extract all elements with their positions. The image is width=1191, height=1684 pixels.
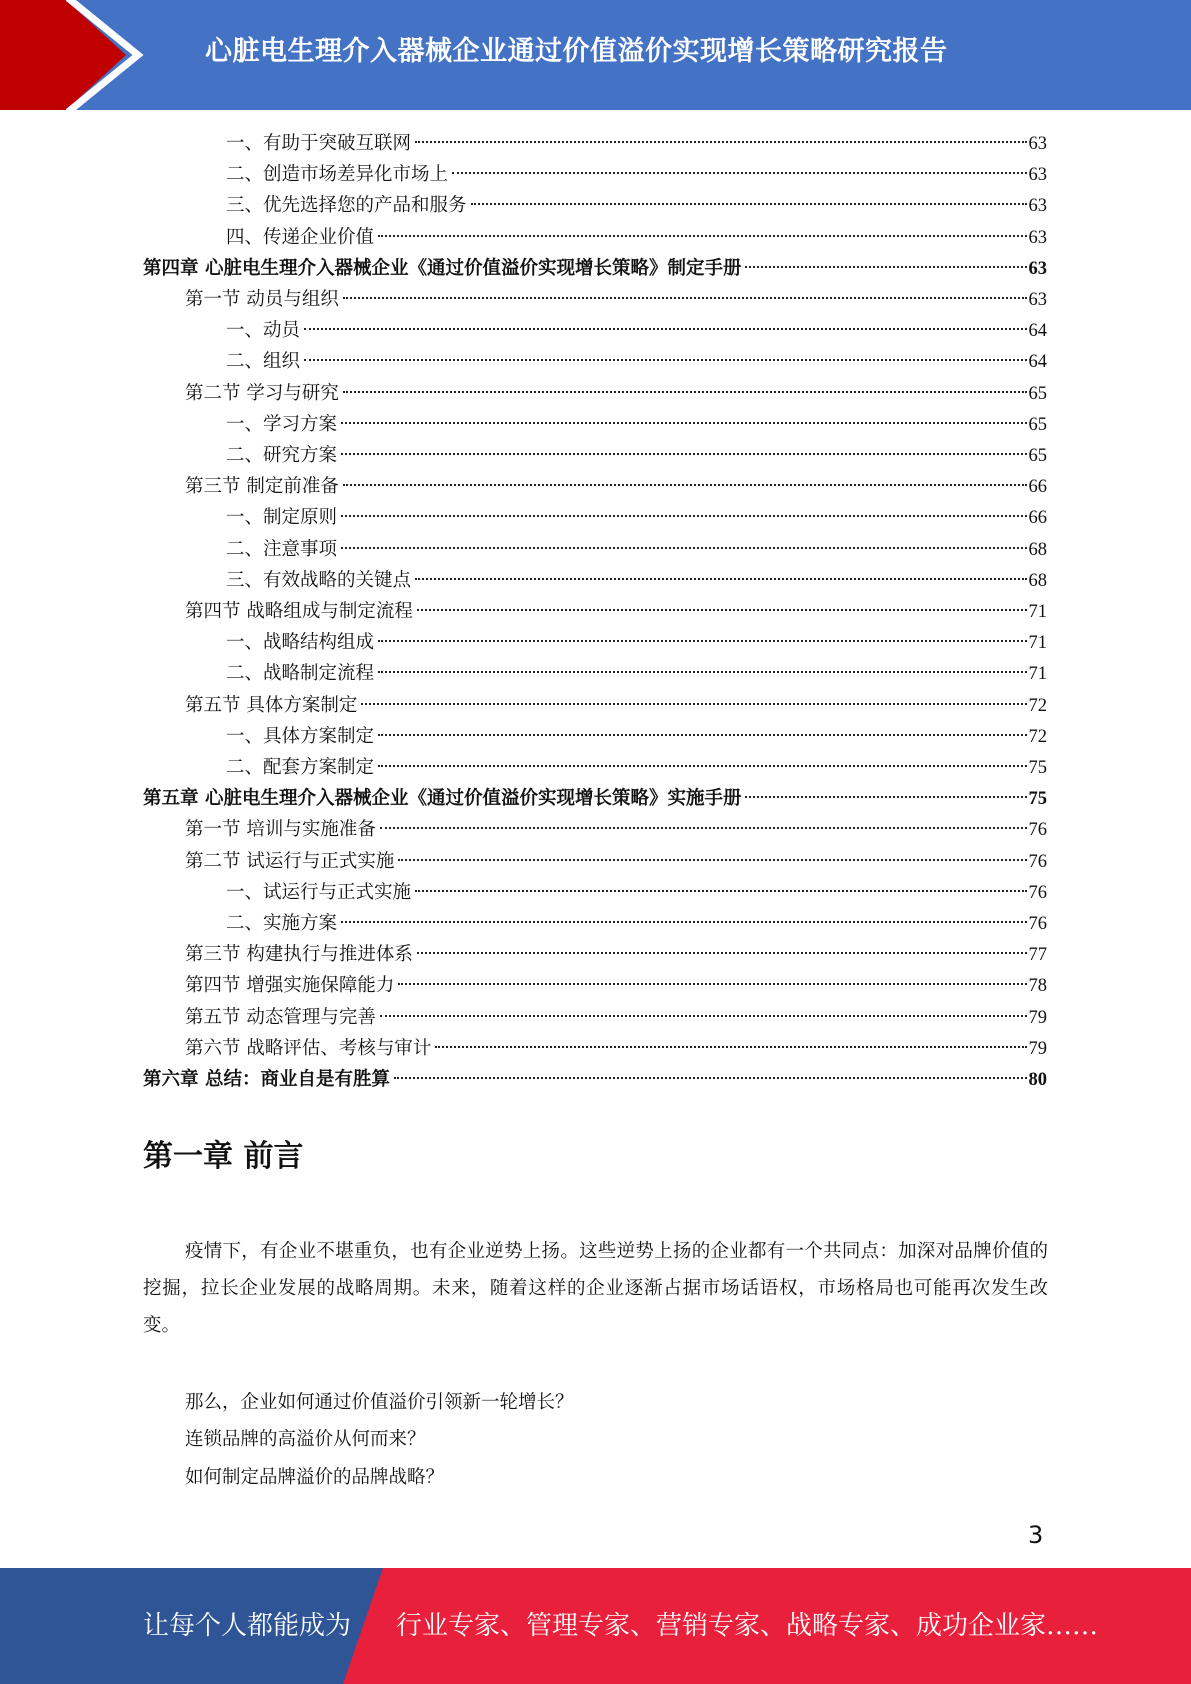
page-footer <box>0 1568 1191 1684</box>
toc-section-entry[interactable] <box>185 814 1047 845</box>
toc-section-entry[interactable] <box>185 970 1047 1001</box>
toc-page-number: 65 <box>1028 446 1047 466</box>
toc-page-number: 68 <box>1028 539 1047 560</box>
toc-dot-leader <box>304 328 1026 330</box>
toc-entry-title: 第六节 战略评估、考核与审计 <box>185 1037 432 1059</box>
toc-subsection-entry[interactable] <box>226 877 1047 908</box>
toc-section-entry[interactable] <box>185 284 1047 315</box>
toc-dot-leader <box>341 515 1026 517</box>
toc-dot-leader <box>304 359 1026 361</box>
toc-entry-title: 一、有助于突破互联网 <box>226 133 412 154</box>
toc-section-entry[interactable] <box>185 596 1047 627</box>
toc-page-number: 63 <box>1028 134 1047 154</box>
toc-chapter-entry[interactable] <box>143 253 1047 284</box>
toc-section-entry[interactable] <box>185 1033 1047 1064</box>
toc-entry-title: 二、注意事项 <box>226 538 338 560</box>
toc-dot-leader <box>435 1046 1026 1048</box>
toc-page-number: 78 <box>1028 976 1047 997</box>
toc-entry-title: 二、战略制定流程 <box>226 663 375 685</box>
toc-dot-leader <box>415 890 1026 892</box>
toc-dot-leader <box>341 547 1026 549</box>
toc-page-number: 80 <box>1028 1070 1047 1090</box>
toc-dot-leader <box>378 235 1026 237</box>
toc-dot-leader <box>380 827 1027 829</box>
toc-chapter-entry[interactable] <box>143 783 1047 814</box>
toc-page-number: 76 <box>1028 914 1047 934</box>
toc-subsection-entry[interactable] <box>226 565 1047 596</box>
toc-entry-title: 第一节 培训与实施准备 <box>185 819 376 841</box>
toc-subsection-entry[interactable] <box>226 159 1047 190</box>
toc-dot-leader <box>378 734 1026 736</box>
toc-page-number: 63 <box>1028 227 1047 248</box>
toc-page-number: 63 <box>1028 165 1047 186</box>
toc-page-number: 71 <box>1028 664 1047 685</box>
toc-subsection-entry[interactable] <box>226 128 1047 159</box>
toc-subsection-entry[interactable] <box>226 502 1047 533</box>
toc-page-number: 76 <box>1028 851 1047 872</box>
toc-subsection-entry[interactable] <box>226 908 1047 939</box>
toc-page-number: 63 <box>1028 290 1047 310</box>
toc-dot-leader <box>378 765 1026 767</box>
toc-dot-leader <box>398 859 1026 861</box>
toc-dot-leader <box>341 422 1026 424</box>
toc-entry-title: 第五节 具体方案制定 <box>185 694 358 716</box>
toc-page-number: 79 <box>1028 1007 1047 1028</box>
toc-entry-title: 一、具体方案制定 <box>226 725 375 747</box>
toc-section-entry[interactable] <box>185 846 1047 877</box>
toc-subsection-entry[interactable] <box>226 346 1047 377</box>
toc-page-number: 65 <box>1028 414 1047 435</box>
toc-entry-title: 第三节 制定前准备 <box>185 476 339 498</box>
toc-page-number: 76 <box>1028 820 1047 841</box>
toc-entry-title: 第三节 构建执行与推进体系 <box>185 944 413 966</box>
toc-dot-leader <box>343 391 1027 393</box>
page-header <box>0 0 1191 110</box>
toc-entry-title: 一、学习方案 <box>226 413 338 435</box>
toc-entry-title: 第六章 总结：商业自是有胜算 <box>143 1069 390 1090</box>
toc-dot-leader <box>341 453 1026 455</box>
toc-entry-title: 第一节 动员与组织 <box>185 289 339 310</box>
toc-entry-title: 一、战略结构组成 <box>226 632 375 654</box>
toc-entry-title: 第四章 心脏电生理介入器械企业《通过价值溢价实现增长策略》制定手册 <box>143 257 742 279</box>
toc-section-entry[interactable] <box>185 378 1047 409</box>
toc-dot-leader <box>378 671 1026 673</box>
toc-section-entry[interactable] <box>185 939 1047 970</box>
toc-subsection-entry[interactable] <box>226 440 1047 471</box>
toc-dot-leader <box>343 297 1027 299</box>
toc-page-number: 63 <box>1028 196 1047 217</box>
toc-page-number: 79 <box>1028 1038 1047 1059</box>
toc-subsection-entry[interactable] <box>226 190 1047 221</box>
page-number: 3 <box>1028 1521 1044 1549</box>
question-line: 那么，企业如何通过价值溢价引领新一轮增长？ <box>185 1392 574 1413</box>
intro-paragraph: 疫情下，有企业不堪重负，也有企业逆势上扬。这些逆势上扬的企业都有一个共同点：加深对品牌价值的挖掘，拉长企业发展的战略周期。未来，随着这样的企业逐渐占据市场话语权，市场格局也可能再次发生改变。 <box>143 1241 1048 1336</box>
toc-entry-title: 第四节 增强实施保障能力 <box>185 975 395 997</box>
toc-subsection-entry[interactable] <box>226 315 1047 346</box>
toc-dot-leader <box>361 703 1026 705</box>
toc-page-number: 66 <box>1028 508 1047 529</box>
toc-dot-leader <box>394 1077 1027 1079</box>
toc-entry-title: 二、实施方案 <box>226 913 338 934</box>
toc-chapter-entry[interactable] <box>143 1064 1047 1095</box>
toc-entry-title: 一、制定原则 <box>226 507 338 529</box>
toc-dot-leader <box>341 921 1026 923</box>
toc-entry-title: 第五节 动态管理与完善 <box>185 1006 376 1028</box>
toc-dot-leader <box>415 141 1026 143</box>
toc-page-number: 71 <box>1028 633 1047 654</box>
toc-page-number: 66 <box>1028 477 1047 498</box>
toc-entry-title: 第二节 学习与研究 <box>185 382 339 404</box>
toc-entry-title: 二、组织 <box>226 351 301 373</box>
toc-dot-leader <box>415 578 1026 580</box>
toc-page-number: 64 <box>1028 321 1047 342</box>
toc-entry-title: 第四节 战略组成与制定流程 <box>185 601 413 622</box>
footer-slogan-right: 行业专家、管理专家、营销专家、战略专家、成功企业家…… <box>396 1611 1099 1641</box>
toc-page-number: 72 <box>1028 695 1047 716</box>
toc-entry-title: 三、有效战略的关键点 <box>226 569 412 591</box>
toc-subsection-entry[interactable] <box>226 752 1047 783</box>
toc-entry-title: 二、创造市场差异化市场上 <box>226 164 449 186</box>
toc-entry-title: 三、优先选择您的产品和服务 <box>226 195 467 217</box>
toc-page-number: 77 <box>1028 945 1047 966</box>
question-line: 连锁品牌的高溢价从何而来？ <box>185 1429 426 1450</box>
toc-page-number: 75 <box>1028 758 1047 778</box>
footer-slogan-left: 让每个人都能成为 <box>143 1611 352 1641</box>
toc-section-entry[interactable] <box>185 690 1047 721</box>
toc-subsection-entry[interactable] <box>226 658 1047 689</box>
toc-entry-title: 二、配套方案制定 <box>226 757 375 778</box>
toc-subsection-entry[interactable] <box>226 409 1047 440</box>
toc-entry-title: 一、动员 <box>226 320 301 342</box>
toc-dot-leader <box>745 796 1026 798</box>
toc-subsection-entry[interactable] <box>226 627 1047 658</box>
toc-dot-leader <box>343 484 1027 486</box>
toc-page-number: 68 <box>1028 570 1047 591</box>
toc-dot-leader <box>417 952 1027 954</box>
toc-dot-leader <box>398 983 1026 985</box>
toc-page-number: 76 <box>1028 882 1047 903</box>
toc-page-number: 64 <box>1028 352 1047 373</box>
toc-subsection-entry[interactable] <box>226 721 1047 752</box>
toc-entry-title: 四、传递企业价值 <box>226 226 375 248</box>
toc-section-entry[interactable] <box>185 471 1047 502</box>
toc-dot-leader <box>471 203 1027 205</box>
question-line: 如何制定品牌溢价的品牌战略？ <box>185 1467 445 1488</box>
toc-dot-leader <box>745 266 1026 268</box>
toc-section-entry[interactable] <box>185 1002 1047 1033</box>
toc-page-number: 71 <box>1028 602 1047 622</box>
toc-entry-title: 第五章 心脏电生理介入器械企业《通过价值溢价实现增长策略》实施手册 <box>143 788 742 810</box>
toc-dot-leader <box>378 640 1026 642</box>
toc-subsection-entry[interactable] <box>226 534 1047 565</box>
report-title: 心脏电生理介入器械企业通过价值溢价实现增长策略研究报告 <box>205 36 948 67</box>
chapter-heading: 第一章 前言 <box>143 1139 304 1174</box>
toc-entry-title: 第二节 试运行与正式实施 <box>185 850 395 872</box>
toc-page-number: 63 <box>1028 258 1047 279</box>
toc-dot-leader <box>380 1015 1027 1017</box>
toc-page-number: 65 <box>1028 383 1047 404</box>
toc-page-number: 75 <box>1028 789 1047 810</box>
toc-entry-title: 二、研究方案 <box>226 445 338 466</box>
toc-page-number: 72 <box>1028 726 1047 747</box>
toc-dot-leader <box>452 172 1026 174</box>
toc-entry-title: 一、试运行与正式实施 <box>226 881 412 903</box>
toc-dot-leader <box>417 609 1027 611</box>
toc-subsection-entry[interactable] <box>226 222 1047 253</box>
